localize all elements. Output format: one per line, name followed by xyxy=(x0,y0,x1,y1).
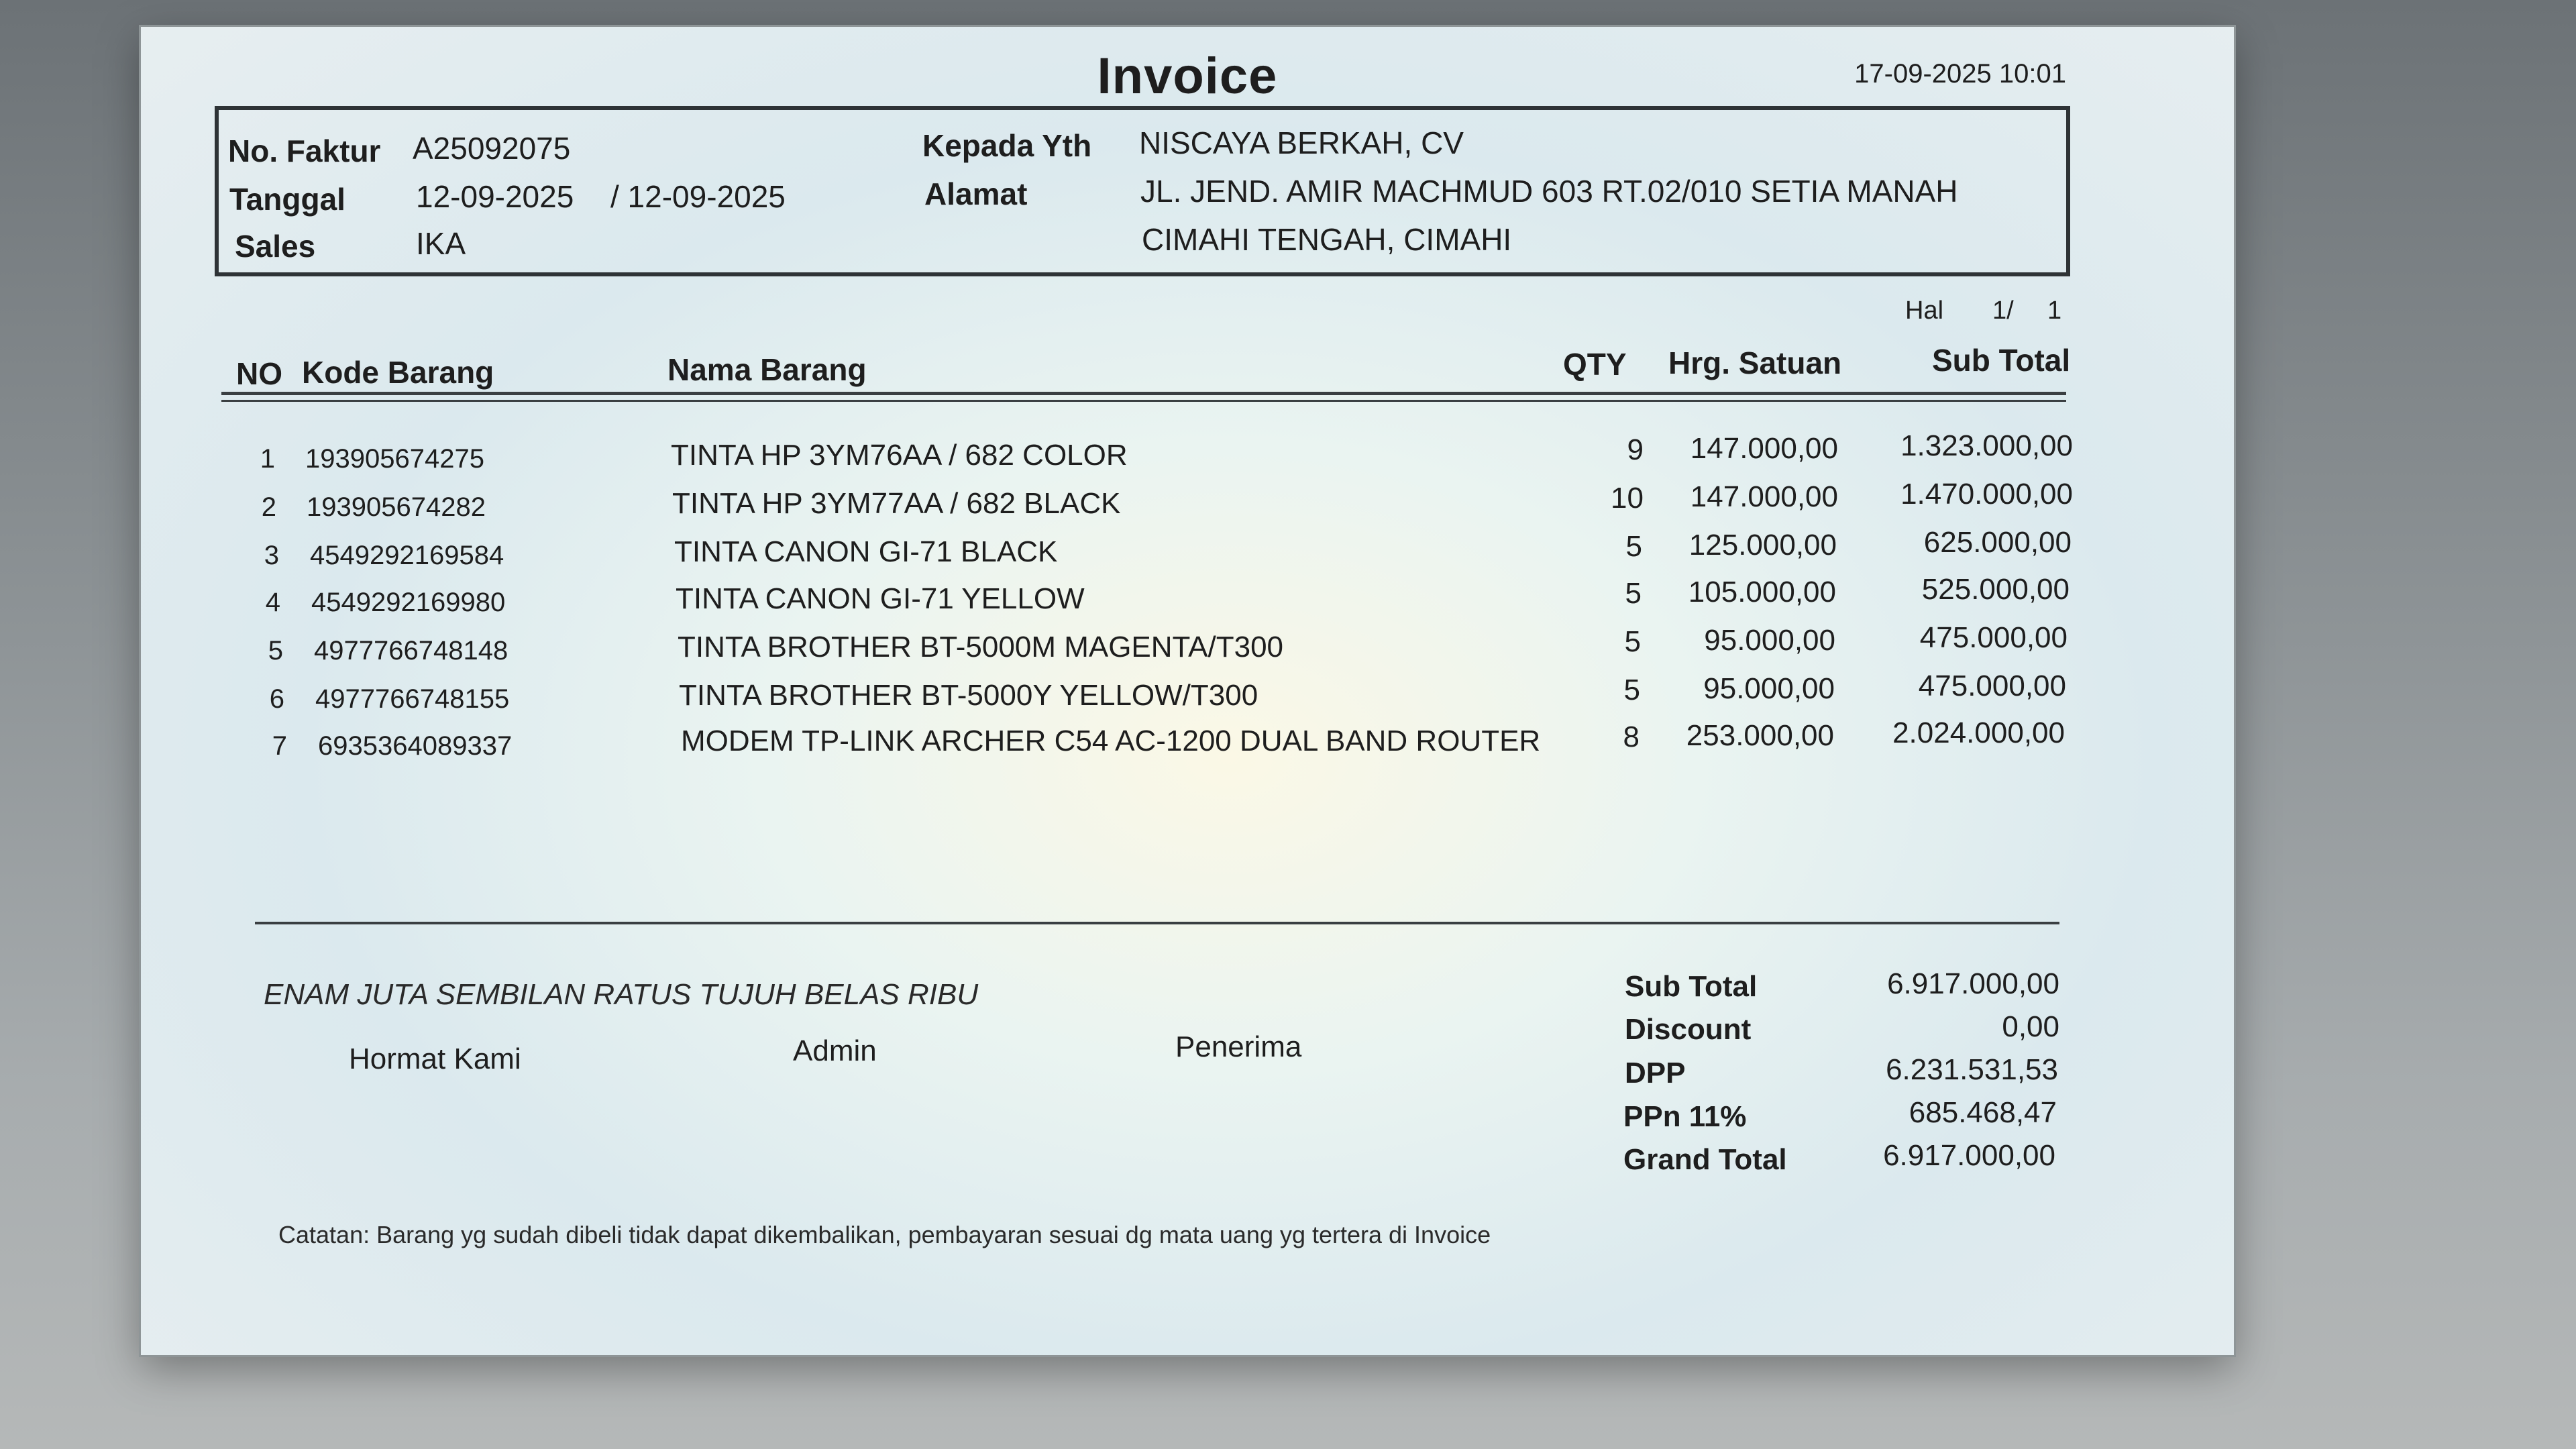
page-current: 1/ xyxy=(1992,297,2014,325)
alamat-line-1: JL. JEND. AMIR MACHMUD 603 RT.02/010 SETIA MANAH xyxy=(1140,174,1958,209)
ppn-value: 685.468,47 xyxy=(1909,1096,2057,1129)
no-faktur-value: A25092075 xyxy=(413,131,571,166)
row-5-harga: 95.000,00 xyxy=(1704,624,1835,657)
row-3-qty: 5 xyxy=(1625,530,1642,563)
table-header-rule xyxy=(221,392,2066,395)
subtotal-value: 6.917.000,00 xyxy=(1887,967,2059,1000)
col-header-qty: QTY xyxy=(1563,347,1627,382)
tanggal-due-value: / 12-09-2025 xyxy=(610,179,786,214)
row-3-subtotal: 625.000,00 xyxy=(1923,526,2072,559)
row-6-qty: 5 xyxy=(1623,674,1640,706)
row-1-subtotal: 1.323.000,00 xyxy=(1900,429,2073,462)
signature-admin: Admin xyxy=(793,1034,877,1067)
tanggal-label: Tanggal xyxy=(229,182,345,217)
row-6-no: 6 xyxy=(269,684,284,714)
dpp-value: 6.231.531,53 xyxy=(1886,1053,2058,1086)
row-1-nama: TINTA HP 3YM76AA / 682 COLOR xyxy=(671,439,1128,472)
subtotal-label: Sub Total xyxy=(1625,970,1758,1003)
row-3-no: 3 xyxy=(264,541,279,570)
no-faktur-label: No. Faktur xyxy=(228,133,381,168)
page-label: Hal xyxy=(1905,297,1944,325)
row-7-kode: 6935364089337 xyxy=(318,731,513,761)
row-7-subtotal: 2.024.000,00 xyxy=(1892,716,2065,749)
discount-label: Discount xyxy=(1625,1013,1752,1046)
row-4-kode: 4549292169980 xyxy=(311,588,506,617)
totals-rule xyxy=(255,922,2059,924)
signature-hormat-kami: Hormat Kami xyxy=(349,1042,521,1075)
signature-penerima: Penerima xyxy=(1175,1030,1302,1063)
row-4-qty: 5 xyxy=(1625,577,1642,610)
alamat-label: Alamat xyxy=(924,176,1028,211)
tanggal-value: 12-09-2025 xyxy=(416,179,574,214)
row-6-harga: 95.000,00 xyxy=(1703,672,1835,705)
table-header-rule-2 xyxy=(221,400,2066,402)
row-2-no: 2 xyxy=(261,492,276,522)
terbilang-text: ENAM JUTA SEMBILAN RATUS TUJUH BELAS RIBU xyxy=(264,978,979,1011)
grand-total-value: 6.917.000,00 xyxy=(1883,1139,2055,1172)
col-header-kode: Kode Barang xyxy=(302,355,494,390)
row-5-nama: TINTA BROTHER BT-5000M MAGENTA/T300 xyxy=(678,631,1284,663)
row-5-qty: 5 xyxy=(1624,625,1641,658)
row-5-subtotal: 475.000,00 xyxy=(1919,621,2068,654)
row-2-kode: 193905674282 xyxy=(307,492,486,522)
row-4-harga: 105.000,00 xyxy=(1688,576,1836,608)
invoice-title: Invoice xyxy=(1097,48,1278,105)
ppn-label: PPn 11% xyxy=(1623,1100,1747,1133)
row-4-no: 4 xyxy=(265,588,280,617)
row-6-kode: 4977766748155 xyxy=(315,684,510,714)
row-7-no: 7 xyxy=(272,731,287,761)
alamat-line-2: CIMAHI TENGAH, CIMAHI xyxy=(1142,222,1512,257)
row-4-subtotal: 525.000,00 xyxy=(1921,573,2070,606)
row-4-nama: TINTA CANON GI-71 YELLOW xyxy=(676,582,1085,615)
sales-value: IKA xyxy=(416,226,466,261)
invoice-sheet xyxy=(141,27,2234,1355)
col-header-harga: Hrg. Satuan xyxy=(1668,345,1842,380)
col-header-nama: Nama Barang xyxy=(667,352,867,387)
page-total: 1 xyxy=(2047,297,2062,325)
row-7-harga: 253.000,00 xyxy=(1686,719,1834,752)
row-2-subtotal: 1.470.000,00 xyxy=(1900,478,2073,511)
row-5-no: 5 xyxy=(268,636,283,665)
row-2-qty: 10 xyxy=(1611,482,1644,515)
row-7-qty: 8 xyxy=(1623,720,1640,753)
row-6-subtotal: 475.000,00 xyxy=(1918,669,2066,702)
grand-total-label: Grand Total xyxy=(1623,1143,1787,1176)
catatan-note: Catatan: Barang yg sudah dibeli tidak dapat dikembalikan, pembayaran sesuai dg mata uang yg tertera di Invoice xyxy=(278,1221,1491,1248)
row-1-harga: 147.000,00 xyxy=(1690,432,1838,465)
row-1-no: 1 xyxy=(260,444,275,474)
printed-timestamp: 17-09-2025 10:01 xyxy=(1854,59,2066,89)
row-3-kode: 4549292169584 xyxy=(310,541,504,570)
row-3-nama: TINTA CANON GI-71 BLACK xyxy=(674,535,1058,568)
row-6-nama: TINTA BROTHER BT-5000Y YELLOW/T300 xyxy=(679,679,1258,712)
sales-label: Sales xyxy=(235,229,316,264)
dpp-label: DPP xyxy=(1625,1057,1686,1089)
col-header-no: NO xyxy=(236,356,282,391)
discount-value: 0,00 xyxy=(2002,1010,2059,1043)
row-7-nama: MODEM TP-LINK ARCHER C54 AC-1200 DUAL BAND ROUTER xyxy=(681,724,1541,757)
row-2-harga: 147.000,00 xyxy=(1690,480,1838,513)
row-2-nama: TINTA HP 3YM77AA / 682 BLACK xyxy=(672,487,1121,520)
row-5-kode: 4977766748148 xyxy=(314,636,508,665)
kepada-label: Kepada Yth xyxy=(922,128,1092,163)
col-header-subtotal: Sub Total xyxy=(1932,343,2071,378)
kepada-value: NISCAYA BERKAH, CV xyxy=(1139,125,1464,160)
row-1-kode: 193905674275 xyxy=(305,444,484,474)
row-1-qty: 9 xyxy=(1627,433,1644,466)
row-3-harga: 125.000,00 xyxy=(1688,529,1837,561)
